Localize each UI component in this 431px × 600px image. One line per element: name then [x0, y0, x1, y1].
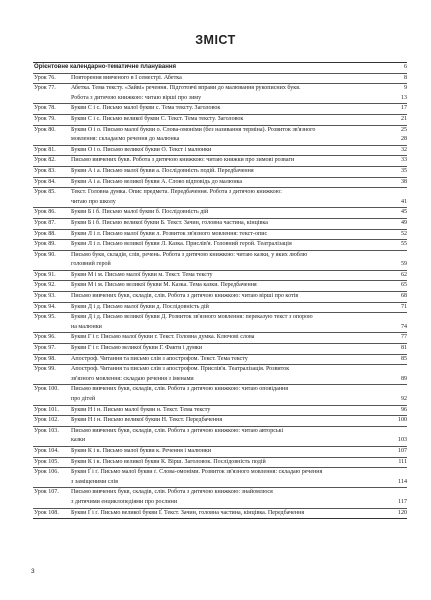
toc-lesson-number: Урок 86.	[34, 209, 56, 216]
toc-lesson-number: Урок 83.	[34, 167, 56, 174]
toc-lesson-number: Урок 92.	[34, 282, 56, 289]
toc-page-number: 35	[400, 167, 407, 174]
toc-page-number: 33	[400, 157, 407, 164]
toc-page-number: 8	[403, 74, 407, 81]
toc-entry-title: Письмо букв, складів, слів, речень. Робота з дитячою книжкою: читаю казки, у яких люблю головний герой	[71, 251, 308, 268]
toc-page-number: 111	[398, 458, 407, 465]
toc-page-number: 41	[400, 198, 407, 205]
toc-row	[33, 468, 407, 488]
toc-lesson-number: Урок 102.	[34, 417, 59, 424]
toc-row	[33, 126, 407, 146]
toc-row	[33, 146, 407, 157]
toc-lesson-number: Урок 82.	[34, 157, 56, 164]
toc-entry-title: Букви М і м. Письмо великої букви М. Казка. Тема казки. Передбачення	[71, 282, 257, 289]
toc-page-number: 114	[398, 478, 407, 485]
toc-page-number: 49	[400, 219, 407, 226]
toc-entry-title: Букви Б і б. Письмо великої букви Б. Текст. Зачин, головна частина, кінцівка	[71, 219, 268, 226]
toc-entry-title: Письмо вивчених букв, складів, слів. Робота з дитячою книжкою: знайомлюся з дитячими енциклопедіями про рослини	[71, 489, 273, 505]
toc-row	[33, 208, 407, 219]
toc-page-number: 120	[397, 509, 407, 516]
toc-page-number: 77	[400, 334, 407, 341]
toc-row	[33, 281, 407, 292]
toc-row	[33, 333, 407, 344]
toc-row	[33, 188, 407, 208]
toc-entry-title: Букви Д і д. Письмо великої букви Д. Розвиток зв'язного мовлення: переказую текст з опорою на малюнки	[71, 314, 313, 330]
toc-page-number: 45	[400, 209, 407, 216]
toc-lesson-number: Урок 103.	[34, 427, 59, 434]
toc-lesson-number: Урок 98.	[34, 355, 56, 362]
toc-entry-title: Букви Ґ і ґ. Письмо великої букви Ґ. Текст. Зачин, головна частина, кінцівка. Передбачення	[71, 509, 305, 516]
toc-row	[33, 406, 407, 417]
toc-lesson-number: Урок 95.	[34, 314, 56, 321]
toc-lesson-number: Урок 101.	[34, 406, 59, 413]
toc-page-number: 92	[400, 396, 407, 402]
toc-row	[33, 447, 407, 458]
toc-entry-title: Букви А і а. Письмо великої букви А. Слово відповідь до малюнка	[71, 178, 243, 185]
toc-lesson-number: Урок 89.	[34, 241, 56, 248]
toc-page-number: 100	[397, 417, 407, 424]
toc-row	[33, 458, 407, 469]
toc-entry-title: Букви О і о. Письмо малої букви о. Слова-омоніми (без називання терміна). Розвиток зв'язного мовлення: складаємо речення до малюнка	[71, 126, 316, 143]
toc-row	[33, 365, 407, 385]
toc-page-number: 81	[400, 345, 407, 352]
toc-entry-title: Письмо вивчених букв. Робота з дитячою книжкою: читаю книжки про зимові розваги	[71, 157, 295, 164]
toc-page-number: 17	[400, 105, 407, 112]
toc-page-number: 6	[403, 64, 407, 70]
toc-row	[33, 115, 407, 126]
toc-row	[33, 313, 407, 333]
toc-entry-title: Букви М і м. Письмо малої букви м. Текст. Тема тексту	[71, 271, 213, 278]
toc-entry-title: Письмо вивчених букв, складів, слів. Робота з дитячою книжкою: читаю оповідання про дітей	[71, 386, 289, 402]
toc-entry-title: Письмо вивчених букв, складів, слів. Робота з дитячою книжкою: читаю вірші про котів	[71, 293, 299, 300]
toc-entry-title: Букви Д і д. Письмо малої букви д. Послідовність дій	[71, 303, 209, 310]
toc-row	[33, 219, 407, 230]
toc-entry-title: Букви О і о. Письмо великої букви О. Текст і малюнки	[71, 146, 212, 153]
toc-row	[33, 385, 407, 405]
toc-entry-title: Повторення вивченого в І семестрі. Абетка	[71, 74, 182, 81]
toc-entry-title: Письмо вивчених букв, складів, слів. Робота з дитячою книжкою: читаю авторські казки	[71, 427, 284, 444]
toc-page-number: 62	[400, 271, 407, 278]
toc-row	[33, 271, 407, 282]
toc-entry-title: Букви С і с. Письмо малої букви с. Тема тексту. Заголовок	[71, 105, 221, 112]
toc-page-number: 21	[400, 115, 407, 122]
toc-row	[33, 104, 407, 115]
toc-entry-title: Букви К і к. Письмо великої букви К. Вірш. Заголовок. Послідовність подій	[71, 458, 266, 465]
toc-entry-title: Букви Ґ і ґ. Письмо малої букви ґ. Слова-омоніми. Розвиток зв'язного мовлення: складаю речення з заміщеними слів	[71, 469, 323, 485]
toc-lesson-number: Урок 87.	[34, 219, 56, 226]
toc-row	[33, 251, 407, 271]
toc-entry-title: Букви Г і г. Письмо малої букви г. Текст. Головна думка. Ключові слова	[71, 334, 255, 341]
toc-page-number: 68	[400, 293, 407, 300]
toc-entry-title: Апостроф. Читання та письмо слів з апострофом. Текст. Тема тексту	[71, 355, 248, 362]
toc-row	[33, 156, 407, 167]
toc-page-number: 96	[400, 406, 407, 413]
toc-row	[33, 230, 407, 241]
toc-entry-title: Абетка. Тема тексту. «Зайві» речення. Підготовчі вправи до малювання рукописних букв. Робота з дитячою книжкою: читаю вірші про зиму	[71, 85, 301, 101]
toc-lesson-number: Урок 96.	[34, 334, 56, 341]
toc-lesson-number: Урок 79.	[34, 115, 56, 122]
table-of-contents	[33, 62, 407, 519]
toc-row	[33, 344, 407, 355]
toc-lesson-number: Урок 88.	[34, 230, 56, 237]
toc-entry-title: Букви Г і г. Письмо великої букви Г. Факти і думки	[71, 345, 203, 352]
toc-entry-title: Букви К і к. Письмо малої букви к. Речення і малюнки	[71, 447, 212, 454]
toc-page-number: 85	[400, 355, 407, 362]
toc-lesson-number: Урок 81.	[34, 146, 56, 153]
toc-row	[33, 240, 407, 251]
toc-lesson-number: Урок 78.	[34, 105, 56, 112]
toc-lesson-number: Урок 94.	[34, 303, 56, 310]
toc-row	[33, 84, 407, 104]
toc-page-number: 71	[400, 303, 407, 310]
toc-lesson-number: Урок 105.	[34, 458, 59, 465]
toc-row	[33, 178, 407, 189]
toc-row	[33, 74, 407, 85]
toc-row	[33, 292, 407, 303]
toc-page-number: 38	[400, 178, 407, 185]
toc-lesson-number: Урок 99.	[34, 366, 56, 373]
toc-lesson-number: Урок 85.	[34, 189, 56, 196]
toc-lesson-number: Урок 84.	[34, 178, 56, 185]
toc-lesson-number: Урок 108.	[34, 509, 59, 516]
toc-page-number: 32	[400, 146, 407, 153]
toc-row	[33, 416, 407, 427]
toc-page-number: 107	[397, 447, 407, 454]
toc-entry-title: Букви Н і н. Письмо малої букви н. Текст. Тема тексту	[71, 406, 211, 413]
toc-page-number: 9 13	[400, 85, 407, 101]
toc-page-number: 74	[400, 323, 407, 330]
toc-lesson-number: Урок 107.	[34, 489, 59, 496]
toc-page-number: 55	[400, 241, 407, 248]
toc-page-number: 103	[397, 437, 407, 444]
toc-header-row	[33, 63, 407, 74]
toc-page-number: 59	[400, 261, 407, 268]
toc-lesson-number: Урок 97.	[34, 345, 56, 352]
toc-entry-title: Букви Л і л. Письмо великої букви Л. Казка. Прислів'я. Головний герой. Театралізація	[71, 241, 292, 248]
toc-lesson-number: Урок 104.	[34, 447, 59, 454]
footer-page-number: 3	[31, 568, 35, 575]
toc-row	[33, 427, 407, 447]
toc-lesson-number: Урок 77.	[34, 85, 56, 92]
toc-lesson-number: Урок 91.	[34, 271, 56, 278]
toc-lesson-number: Урок 106.	[34, 469, 59, 476]
toc-entry-title: Букви С і с. Письмо великої букви С. Текст. Тема тексту. Заголовок	[71, 115, 244, 122]
toc-page-number: 52	[400, 230, 407, 237]
toc-lesson-number: Урок 90.	[34, 251, 56, 258]
toc-page-number: 89	[400, 375, 407, 382]
toc-entry-title: Текст. Головна думка. Опис предмета. Передбачення. Робота з дитячою книжкою: читаю про школу	[71, 189, 282, 205]
toc-lesson-number: Урок 100.	[34, 386, 59, 393]
toc-entry-title: Букви Л і л. Письмо малої букви л. Розвиток зв'язного мовлення: текст-опис	[71, 230, 268, 237]
toc-entry-title: Букви Н і н. Письмо великої букви Н. Текст. Передбачення	[71, 417, 223, 424]
toc-lesson-number: Урок 93.	[34, 293, 56, 300]
toc-lesson-number: Урок 76.	[34, 74, 56, 81]
toc-row	[33, 167, 407, 178]
toc-row	[33, 509, 407, 519]
toc-lesson-number: Урок 80.	[34, 126, 56, 133]
toc-page-number: 25 28	[400, 126, 407, 143]
toc-entry-title: Букви А і а. Письмо малої букви а. Послідовність подій. Передбачення	[71, 167, 254, 174]
toc-page-number: 65	[400, 282, 407, 289]
toc-row	[33, 303, 407, 314]
toc-entry-title: Орієнтовне календарно-тематичне планування	[34, 64, 177, 70]
toc-entry-title: Апостроф. Читання та письмо слів з апострофом. Прислів'я. Театралізація. Розвиток зв'язного мовлення: складаю речення з іменами	[71, 366, 290, 382]
toc-entry-title: Букви Б і б. Письмо малої букви б. Послідовність дій	[71, 209, 209, 216]
toc-row	[33, 488, 407, 508]
toc-row	[33, 355, 407, 366]
toc-page-number: 117	[398, 498, 407, 505]
page-title: ЗМІСТ	[195, 33, 236, 47]
